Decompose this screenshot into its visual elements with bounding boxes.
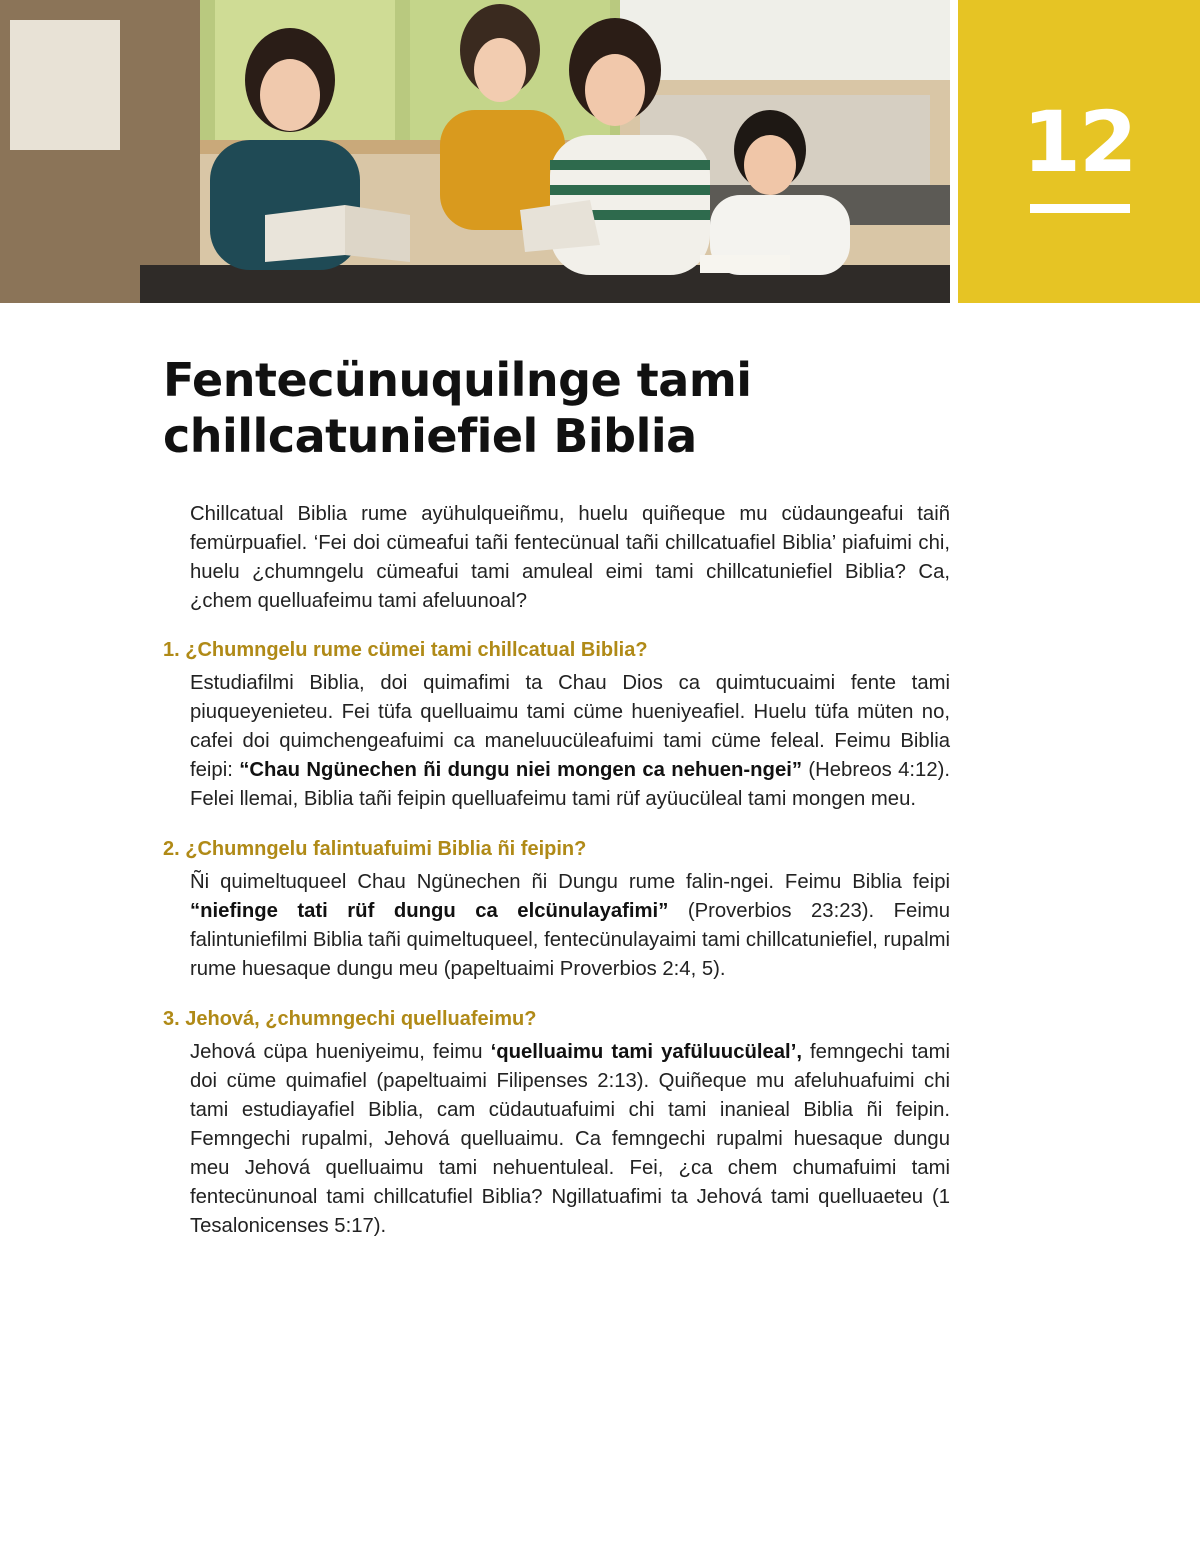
badge-underline [1030,204,1130,213]
family-bible-study-photo [0,0,950,303]
answer-text: femngechi tami doi cüme quimafiel (papeltuaimi Filipenses 2:13). Quiñeque mu afeluhuafuimi chi tami estudiayafiel Biblia, cam cüdautuafuimi chi tami inanieal Biblia ñi feipin. Femngechi rupalmi, Jehová quelluaimu. Ca femngechi rupalmi huesaque dungu meu Jehová quelluaimu tami nehuentuleal. Fei, ¿ca chem chumafuimi tami fentecünunoal tami chillcatufiel Biblia? Ngillatuafimi ta Jehová tami quelluaeteu (1 Tesalonicenses 5:17). [190,1041,950,1237]
answer-text: Jehová cüpa hueniyeimu, feimu [190,1041,491,1063]
lesson-number-badge [958,0,1200,303]
section-1 [163,636,950,814]
answer-text: Estudiafilmi Biblia, doi quimafimi ta Chau Dios ca quimtucuaimi fente tami piuqueyenieteu. Fei tüfa quelluaimu tami cüme hueniyeafiel. Huelu tüfa müten no, cafei doi quimchengeafuimi ca maneluucüleafuimi tami cüme feleal. Feimu Biblia feipi: [190,672,950,781]
answer-text: Ñi quimeltuqueel Chau Ngünechen ñi Dungu rume falin-ngei. Feimu Biblia feipi [190,871,950,893]
title-line-1: Fentecünuquilnge tami [163,353,752,407]
answer-paragraph [190,669,950,814]
answer-text: (Proverbios 23:23). Feimu falintuniefilmi Biblia tañi quimeltuqueel, fentecünulayaimi tami chillcatuniefiel, rupalmi rume huesaque dungu meu (papeltuaimi Proverbios 2:4, 5). [190,900,950,980]
article-body [163,500,950,1262]
question-heading: 3. Jehová, ¿chumngechi quelluafeimu? [163,1008,537,1030]
section-2 [163,835,950,984]
answer-text: (Hebreos 4:12). Felei llemai, Biblia tañi feipin quelluafeimu tami rüf ayüucüleal tami mongen meu. [190,759,951,810]
title-line-2: chillcatuniefiel Biblia [163,409,697,463]
scripture-quote: “niefinge tati rüf dungu ca elcünulayafimi” [190,900,669,922]
question-heading: 2. ¿Chumngelu falintuafuimi Biblia ñi feipin? [163,838,587,860]
scripture-quote: ‘quelluaimu tami yafüluucüleal’, [490,1041,802,1063]
answer-paragraph [190,868,950,984]
question-heading: 1. ¿Chumngelu rume cümei tami chillcatual Biblia? [163,639,648,661]
scripture-quote: “Chau Ngünechen ñi dungu niei mongen ca nehuen-ngei” [239,759,803,781]
section-3 [163,1005,950,1241]
intro-paragraph: Chillcatual Biblia rume ayühulqueiñmu, huelu quiñeque mu cüdaungeafui taiñ femürpuafiel. ‘Fei doi cümeafui tañi fentecünual tañi chillcatuafiel Biblia’ piafuimi chi, huelu ¿chumngelu cümeafui tami amuleal eimi tami chillcatuniefiel Biblia? Ca, ¿chem quelluafeimu tami afeluunoal? [190,503,950,612]
header-photo [0,0,950,303]
lesson-number: 12 [1022,93,1136,191]
page-title [163,352,923,464]
answer-paragraph [190,1038,950,1241]
